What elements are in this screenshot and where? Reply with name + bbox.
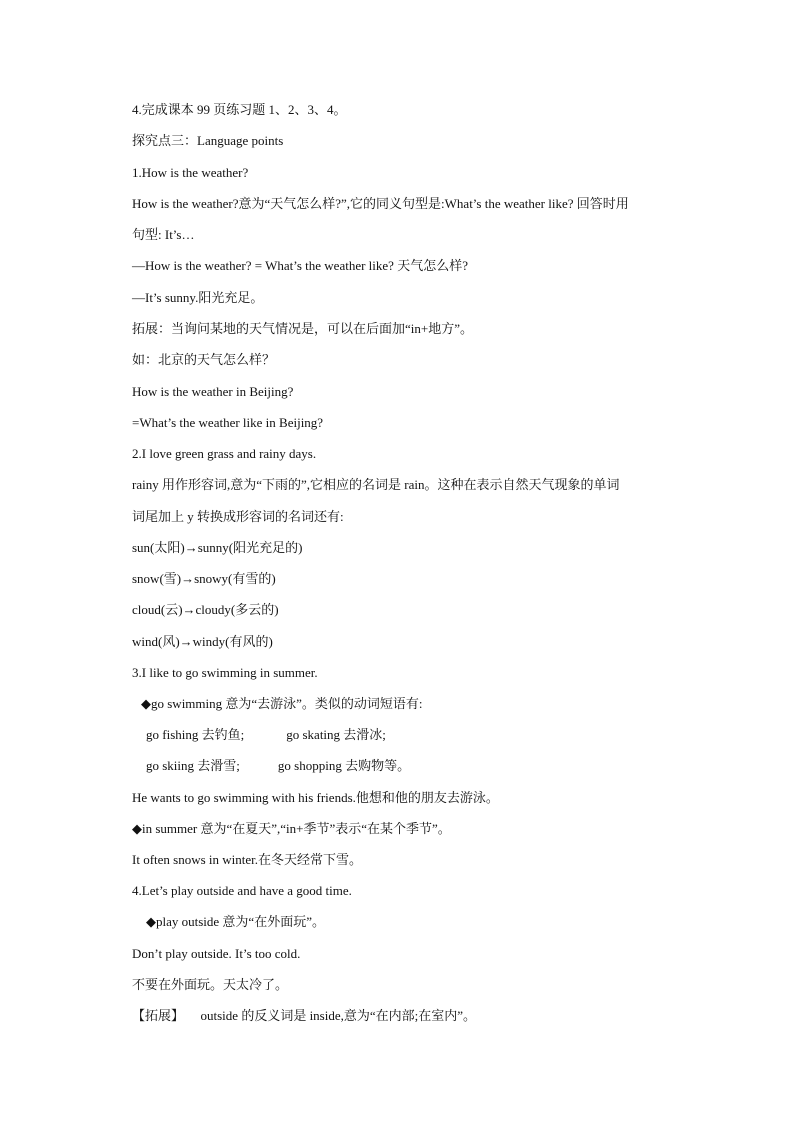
word-pair: wind(风)→windy(有风的) (132, 634, 273, 649)
extension-line (132, 1008, 476, 1024)
point-heading: 2.I love green grass and rainy days. (132, 446, 317, 461)
section-heading: 探究点三：Language points (132, 133, 284, 148)
text-line: 句型: It’s… (132, 227, 195, 242)
point-heading: 1.How is the weather? (132, 165, 249, 180)
bullet-line: ◆play outside 意为“在外面玩”。 (146, 914, 325, 929)
extension-text: outside 的反义词是 inside,意为“在内部;在室内”。 (200, 1008, 477, 1023)
phrase-item: go skating 去滑冰; (286, 727, 386, 742)
phrase-row (146, 758, 410, 774)
word-pair: sun(太阳)→sunny(阳光充足的) (132, 540, 303, 555)
text-line: 如：北京的天气怎么样？ (132, 352, 276, 367)
point-heading: 4.Let’s play outside and have a good time. (132, 883, 352, 898)
example-line: It often snows in winter.在冬天经常下雪。 (132, 852, 363, 867)
example-line: How is the weather in Beijing? (132, 384, 294, 399)
point-heading: 3.I like to go swimming in summer. (132, 665, 318, 680)
word-pair: cloud(云)→cloudy(多云的) (132, 602, 279, 617)
bullet-line: ◆in summer 意为“在夏天”,“in+季节”表示“在某个季节”。 (132, 821, 451, 836)
example-line: He wants to go swimming with his friends.他想和他的朋友去游泳。 (132, 790, 499, 805)
word-pair: snow(雪)→snowy(有雪的) (132, 571, 276, 586)
translation-line: 不要在外面玩。天太冷了。 (132, 977, 289, 992)
text-line: 4.完成课本 99 页练习题 1、2、3、4。 (132, 102, 347, 117)
phrase-row (146, 727, 386, 743)
phrase-item: go skiing 去滑雪; (146, 758, 240, 773)
text-line: 词尾加上 y 转换成形容词的名词还有: (132, 509, 344, 524)
phrase-item: go shopping 去购物等。 (277, 758, 411, 773)
bullet-line: ◆go swimming 意为“去游泳”。类似的动词短语有: (141, 696, 423, 711)
example-line: Don’t play outside. It’s too cold. (132, 946, 301, 961)
example-line: =What’s the weather like in Beijing? (132, 415, 324, 430)
phrase-item: go fishing 去钓鱼; (146, 727, 245, 742)
text-line: How is the weather?意为“天气怎么样?”,它的同义句型是:What’s the weather like? 回答时用 (132, 196, 629, 211)
text-line: rainy 用作形容词,意为“下雨的”,它相应的名词是 rain。这种在表示自然天气现象的单词 (132, 477, 620, 492)
dialogue-line: —How is the weather? = What’s the weather like? 天气怎么样? (132, 258, 468, 273)
extension-tag: 【拓展】 (132, 1008, 185, 1023)
text-line: 拓展：当询问某地的天气情况是，可以在后面加“in+地方”。 (132, 321, 473, 336)
dialogue-line: —It’s sunny.阳光充足。 (132, 290, 264, 305)
